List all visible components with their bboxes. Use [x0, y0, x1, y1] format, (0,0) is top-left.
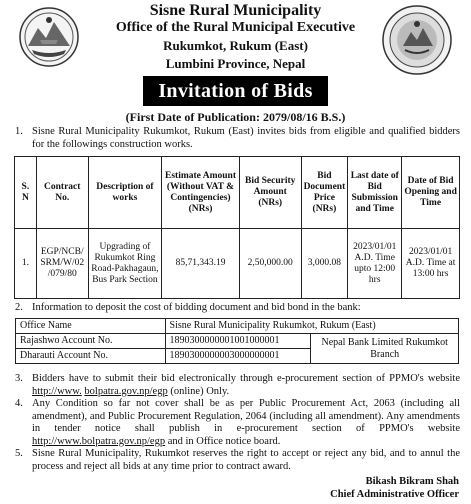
col-header-doc-price: Bid Document Price (NRs): [301, 157, 348, 229]
dharauti-account-label: Dharauti Account No.: [16, 349, 166, 364]
col-header-estimate: Estimate Amount (Without VAT & Contingencies) (NRs): [162, 157, 240, 229]
header-province: Lumbini Province, Nepal: [165, 56, 306, 71]
publication-date: (First Date of Publication: 2079/08/16 B.S.): [125, 110, 346, 124]
para-5-text: Sisne Rural Municipality, Rukumkot reserves the right to accept or reject any bid, and to annul the process and reject all bids at any time prior to contract award.: [32, 448, 460, 472]
bank-account-table: [15, 318, 459, 364]
para-4-text: [32, 398, 460, 448]
para-2-text: Information to deposit the cost of bidding document and bid bond in the bank:: [32, 302, 361, 313]
para-2-number: 2.: [15, 302, 23, 313]
cell-doc-price: 3,000.08: [301, 229, 348, 299]
table-row: [16, 334, 459, 349]
municipality-logo-icon: [381, 4, 453, 76]
col-header-sn: S. N: [15, 157, 37, 229]
cell-estimate: 85,71,343.19: [162, 229, 240, 299]
header-office-name: Office of the Rural Municipal Executive: [115, 20, 356, 35]
col-header-description: Description of works: [88, 157, 161, 229]
office-name-value: Sisne Rural Municipality Rukumkot, Rukum (East): [165, 319, 458, 334]
bid-table: [14, 156, 460, 299]
ppmo-egp-link[interactable]: http://www.bolpatra.gov.np/egp: [32, 435, 166, 447]
col-header-last-date: Last date of Bid Submission and Time: [348, 157, 402, 229]
col-header-bid-security: Bid Security Amount (NRs): [239, 157, 301, 229]
table-row: [15, 229, 460, 299]
signatory-name: Bikash Bikram Shah: [365, 476, 459, 487]
para-4-text-b: and in Office notice board.: [165, 435, 281, 447]
bid-table-header-row: [15, 157, 460, 229]
header-location: Rukumkot, Rukum (East): [163, 38, 308, 53]
bank-name: Nepal Bank Limited Rukumkot Branch: [311, 334, 459, 364]
invitation-title-banner: Invitation of Bids: [143, 76, 328, 106]
cell-bid-security: 2,50,000.00: [239, 229, 301, 299]
para-3-text-a: Bidders have to submit their bid electronically through e-procurement section of PPMO's website: [32, 373, 460, 384]
rajashwo-account-value: 1890300000001001000001: [165, 334, 311, 349]
dharauti-account-value: 1890300000003000000001: [165, 349, 311, 364]
cell-sn: 1.: [15, 229, 37, 299]
rajashwo-account-label: Rajashwo Account No.: [16, 334, 166, 349]
para-1-number: 1.: [15, 126, 23, 137]
cell-last-date: 2023/01/01 A.D. Time upto 12:00 hrs: [348, 229, 402, 299]
cell-description: Upgrading of Rukumkot Ring Road-Pakhagaun, Bus Park Section: [88, 229, 161, 299]
para-3-text-b: (online) Only.: [167, 385, 230, 397]
para-3-text: [32, 373, 460, 398]
para-4-number: 4.: [15, 398, 23, 409]
para-4-text-a: Any Condition so far not cover shall be as per Public Procurement Act, 2063 (including all amendment), and Public Procurement Regulation, 2064 (including all amendment). Any amendments in tender notice shall publish in e-procurement section of PPMO's website: [32, 398, 460, 434]
cell-opening-date: 2023/01/01 A.D. Time at 13:00 hrs: [402, 229, 460, 299]
para-3-number: 3.: [15, 373, 23, 384]
para-5-number: 5.: [15, 448, 23, 459]
cell-contract-no: EGP/NCB/ SRM/W/02 /079/80: [36, 229, 88, 299]
ppmo-link-part-2[interactable]: bolpatra.gov.np/egp: [84, 385, 168, 397]
office-name-label: Office Name: [16, 319, 166, 334]
ppmo-link-part-1[interactable]: http://www.: [32, 385, 82, 397]
col-header-opening-date: Date of Bid Opening and Time: [402, 157, 460, 229]
col-header-contract-no: Contract No.: [36, 157, 88, 229]
header-municipality-name: Sisne Rural Municipality: [149, 2, 322, 19]
table-row: [16, 319, 459, 334]
para-1-text: Sisne Rural Municipality Rukumkot, Rukum (East) invites bids from eligible and qualified bidders for the followings construction works.: [32, 126, 460, 150]
signatory-designation: Chief Administrative Officer: [330, 489, 459, 500]
document-header: [0, 0, 471, 80]
